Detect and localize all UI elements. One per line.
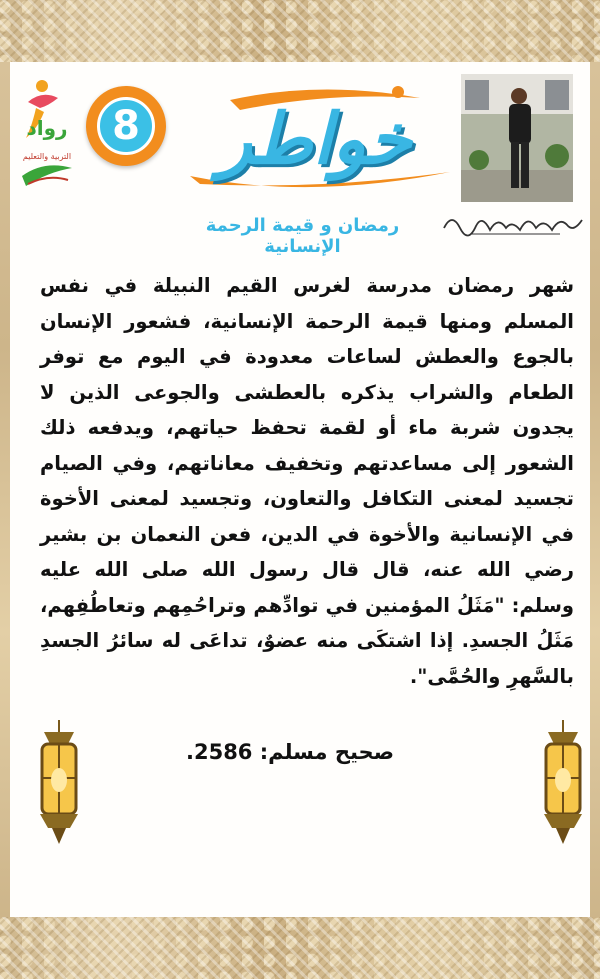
title: خواطر [218, 98, 412, 180]
logo-icon [18, 76, 76, 194]
logo-subtitle: التربية والتعليم [22, 152, 72, 161]
issue-number: 8 [97, 97, 155, 155]
decorative-frame-left [0, 62, 10, 917]
person-photo-icon [461, 74, 573, 202]
decorative-frame-top [0, 0, 600, 62]
article-body: شهر رمضان مدرسة لغرس القيم النبيلة في نفس المسلم ومنها قيمة الرحمة الإنسانية، فشعور الإنسان بالجوع والعطش لساعات معدودة في اليوم مع توفر الطعام والشراب يذكره بالعطشى والجوعى الذين لا يجدون شربة ماء أو لقمة تحفظ حياتهم، ويدفعه ذلك الشعور إلى مساعدتهم وتخفيف معاناتهم، وفي الصيام تجسيد لمعنى التكافل والتعاون، وتجسيد لمعنى الأخوة في الإنسانية والأخوة في الدين، فعن النعمان بن بشير رضي الله عنه، قال قال رسول الله صلى الله عليه وسلم: "مَثَلُ المؤمنين في توادِّهم وتراحُمِهم وتعاطُفِهم، مَثَلُ الجسدِ. إذا اشتكَى منه عضوٌ، تداعَى له سائرُ الجسدِ بالسَّهرِ والحُمَّى". [40, 274, 574, 688]
lantern-icon [534, 720, 592, 860]
signature-icon [440, 206, 586, 240]
subtitle: رمضان و قيمة الرحمة الإنسانية [205, 215, 400, 257]
author-signature [440, 206, 586, 240]
author-photo [461, 74, 573, 202]
hadith-source: صحيح مسلم: 2586. [185, 740, 394, 764]
decorative-frame-bottom [0, 917, 600, 979]
logo-text: رواد [26, 116, 68, 140]
issue-number-badge [86, 86, 166, 166]
title-art [170, 80, 460, 198]
lantern-icon [30, 720, 88, 860]
